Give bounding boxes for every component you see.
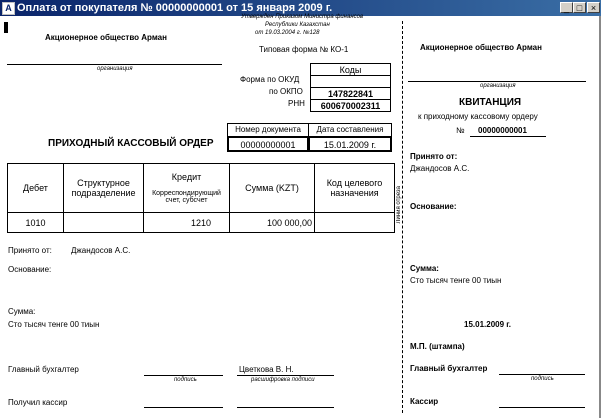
table-header-row [8,164,395,213]
doc-date: 15.01.2009 г. [308,136,392,152]
receipt-org-name: Акционерное общество Арман [420,43,542,52]
receipt-chief-sign-line [499,374,585,375]
header-debit: Дебет [8,164,64,213]
receipt-no-label: № [456,126,465,135]
receipt-title: КВИТАНЦИЯ [459,97,522,108]
receipt-basis-label: Основание: [410,202,457,211]
table-row [8,213,395,233]
cashier-label: Получил кассир [8,398,68,407]
receipt-chief-sign-caption: подпись [531,376,554,382]
order-table [7,163,395,233]
rnn-label: РНН [288,99,305,108]
receipt-no-value: 00000000001 [478,126,527,135]
org-name: Акционерное общество Арман [45,33,167,42]
org-caption: организация [97,66,133,72]
receipt-org-caption: организация [480,83,516,89]
form-name: Типовая форма № КО-1 [259,45,349,54]
receipt-received-value: Джандосов А.С. [410,164,470,173]
app-icon: A [2,2,15,15]
codes-header: Коды [310,63,391,76]
header-credit: Кредит Корреспондирующий счет, субсчет [144,164,230,213]
cashier-name-line [237,407,334,408]
received-from-value: Джандосов А.С. [71,246,131,255]
okud-label: Форма по ОКУД [240,75,300,84]
chief-sign-line [144,375,223,376]
receipt-date: 15.01.2009 г. [464,320,512,329]
doc-no-header: Номер документа [227,123,309,137]
header-credit-sub: Корреспондирующий счет, субсчет [152,190,221,204]
close-button[interactable]: × [587,2,600,13]
doc-no: 00000000001 [227,136,309,152]
receipt-chief-label: Главный бухгалтер [410,364,488,373]
cell-debit[interactable]: 1010 [8,213,64,233]
receipt-subtitle: к приходному кассовому ордеру [418,112,538,121]
org-underline [7,64,222,65]
rnn-value: 600670002311 [310,99,391,112]
header-purpose-code: Код целевого назначения [315,164,395,213]
basis-label: Основание: [8,265,52,274]
receipt-stamp: М.П. (штампа) [410,342,465,351]
cut-line-text: Линия отреза [396,186,402,224]
cell-purpose-code[interactable] [315,213,395,233]
order-title: ПРИХОДНЫЙ КАССОВЫЙ ОРДЕР [48,138,214,149]
doc-date-header: Дата составления [308,123,392,137]
cell-department[interactable] [64,213,144,233]
receipt-no-underline [470,136,546,137]
maximize-button[interactable]: □ [573,2,586,13]
minimize-button[interactable]: _ [560,2,573,13]
okpo-label: по ОКПО [269,87,303,96]
header-amount: Сумма (KZT) [230,164,315,213]
chief-accountant-label: Главный бухгалтер [8,365,79,374]
cashier-sign-line [144,407,223,408]
header-department: Структурное подразделение [64,164,144,213]
cell-amount[interactable]: 100 000,00 [230,213,315,233]
receipt-sum-label: Сумма: [410,264,439,273]
sum-words: Сто тысяч тенге 00 тиын [8,320,100,329]
window-title: Оплата от покупателя № 00000000001 от 15 января 2009 г. [17,2,333,14]
chief-sign-caption: подпись [174,377,197,383]
sum-label: Сумма: [8,307,36,316]
okpo-value: 147822841 [310,87,391,100]
receipt-sum-words: Сто тысяч тенге 00 тиын [410,276,502,285]
chief-name-line [237,375,334,376]
text-cursor [4,22,8,33]
cut-line [402,21,403,413]
document-area [0,16,601,418]
received-from-label: Принято от: [8,246,52,255]
approval-text: Утвержден Приказом Министра финансов Республики Казахстан от 19.03.2004 г. №128 [241,14,364,36]
receipt-cashier-sign-line [499,407,585,408]
receipt-org-underline [408,81,586,82]
chief-name: Цветкова В. Н. [239,365,294,374]
cell-credit[interactable]: 1210 [144,213,230,233]
receipt-cashier-label: Кассир [410,397,439,406]
chief-decode-caption: расшифровка подписи [251,377,315,383]
receipt-received-label: Принято от: [410,152,458,161]
